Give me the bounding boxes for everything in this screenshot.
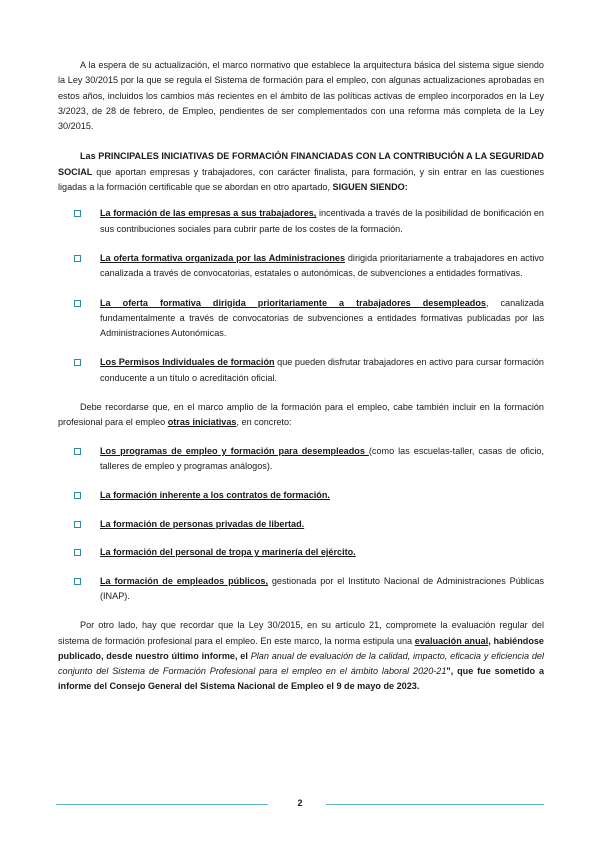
list-item-text: incentivada a través de la posibilidad de bonificación en sus contribuciones sociales para cubrir parte de los costes de la formación. bbox=[100, 208, 544, 234]
list-item-text: gestionada por el Instituto Nacional de Administraciones Públicas (INAP). bbox=[100, 576, 544, 602]
list-item bbox=[58, 251, 544, 282]
other-initiatives-text: Debe recordarse que, en el marco amplio de la formación para el empleo, cabe también incluir en la formación profesional para el empleo bbox=[58, 402, 544, 428]
list-item bbox=[58, 444, 544, 475]
list-item-title: La formación de las empresas a sus trabajadores, bbox=[100, 208, 317, 219]
evaluation-tail-text: ", que fue sometido a informe del Consejo General del Sistema Nacional de Empleo el 9 de mayo de 2023. bbox=[58, 666, 544, 692]
other-initiatives-list bbox=[58, 444, 544, 605]
list-item-title: La formación de empleados públicos, bbox=[100, 576, 269, 587]
list-item bbox=[58, 206, 544, 237]
square-bullet-icon bbox=[74, 359, 81, 366]
list-item bbox=[58, 545, 544, 560]
square-bullet-icon bbox=[74, 210, 81, 217]
square-bullet-icon bbox=[74, 448, 81, 455]
list-item-text: dirigida prioritariamente a trabajadores en activo canalizada a través de convocatorias, estatales o autonómicas, de subvenciones a entidades formativas. bbox=[100, 252, 544, 279]
list-item-title: Los Permisos Individuales de formación bbox=[100, 357, 275, 368]
list-item-title: La formación inherente a los contratos de formación. bbox=[100, 489, 330, 500]
list-item-title: Los programas de empleo y formación para desempleados bbox=[100, 445, 369, 456]
list-item bbox=[58, 488, 544, 503]
intro-paragraph: A la espera de su actualización, el marco normativo que establece la arquitectura básica del sistema sigue siendo la Ley 30/2015 por la que se regula el Sistema de formación para el empleo, con algunas actualizaciones aprobadas en estos años, incluidos los cambios más recientes en el ámbito de las políticas activas de empleo incorporados en la Ley 3/2023, de 28 de febrero, de Empleo, pendientes de ser complementados con una reforma más completa de la Ley 30/2015. bbox=[58, 60, 544, 132]
list-item-title: La oferta formativa dirigida prioritariamente a trabajadores desempleados bbox=[100, 297, 486, 308]
list-item bbox=[58, 296, 544, 342]
list-item-text: , canalizada fundamentalmente a través de convocatorias de subvenciones a entidades formativas publicadas por las Administraciones Autonómicas. bbox=[100, 297, 544, 339]
square-bullet-icon bbox=[74, 521, 81, 528]
other-initiatives-paragraph bbox=[58, 400, 544, 431]
initiatives-heading-text: Las PRINCIPALES INICIATIVAS DE FORMACIÓN FINANCIADAS CON LA CONTRIBUCIÓN A LA SEGURIDAD SOCIAL bbox=[58, 151, 544, 177]
list-item-title: La formación de personas privadas de libertad. bbox=[100, 518, 305, 529]
other-initiatives-tail: , en concreto: bbox=[236, 417, 292, 428]
initiatives-middle-text: que aportan empresas y trabajadores, con carácter finalista, para formación, y sin entrar en las cuestiones ligadas a la formación certificable que se abordan en otro apartado, bbox=[58, 166, 544, 193]
evaluation-emphasis: evaluación anual bbox=[414, 635, 489, 646]
square-bullet-icon bbox=[74, 578, 81, 585]
page-number: 2 bbox=[297, 798, 303, 808]
footer-divider-right bbox=[326, 804, 544, 805]
square-bullet-icon bbox=[74, 492, 81, 499]
list-item-title: La oferta formativa organizada por las Administraciones bbox=[100, 252, 346, 263]
square-bullet-icon bbox=[74, 300, 81, 307]
list-item bbox=[58, 517, 544, 532]
list-item bbox=[58, 355, 544, 386]
list-item-text: que pueden disfrutar trabajadores en activo para cursar formación conducente a un título o acreditación oficial. bbox=[100, 357, 544, 383]
evaluation-text: Por otro lado, hay que recordar que la Ley 30/2015, en su artículo 21, compromete la evaluación regular del sistema de formación profesional para el empleo. En este marco, la norma estipula una bbox=[58, 620, 544, 646]
square-bullet-icon bbox=[74, 255, 81, 262]
list-item bbox=[58, 574, 544, 605]
list-item-title: La formación del personal de tropa y marinería del ejército. bbox=[100, 547, 356, 558]
square-bullet-icon bbox=[74, 549, 81, 556]
evaluation-plan-title: Plan anual de evaluación de la calidad, impacto, eficacia y eficiencia del conjunto del Sistema de Formación Profesional para el empleo en el ámbito laboral 2020-21 bbox=[58, 650, 544, 677]
other-initiatives-emphasis: otras iniciativas bbox=[167, 417, 237, 428]
evaluation-paragraph bbox=[58, 618, 544, 694]
document-body bbox=[58, 58, 544, 695]
list-item-text: (como las escuelas-taller, casas de oficio, talleres de empleo y programas análogos). bbox=[100, 445, 544, 471]
initiatives-tail-text: SIGUEN SIENDO: bbox=[332, 182, 408, 193]
initiatives-list bbox=[58, 206, 544, 386]
evaluation-middle-text: , habiéndose publicado, desde nuestro último informe, el bbox=[58, 635, 544, 661]
initiatives-paragraph bbox=[58, 149, 544, 195]
